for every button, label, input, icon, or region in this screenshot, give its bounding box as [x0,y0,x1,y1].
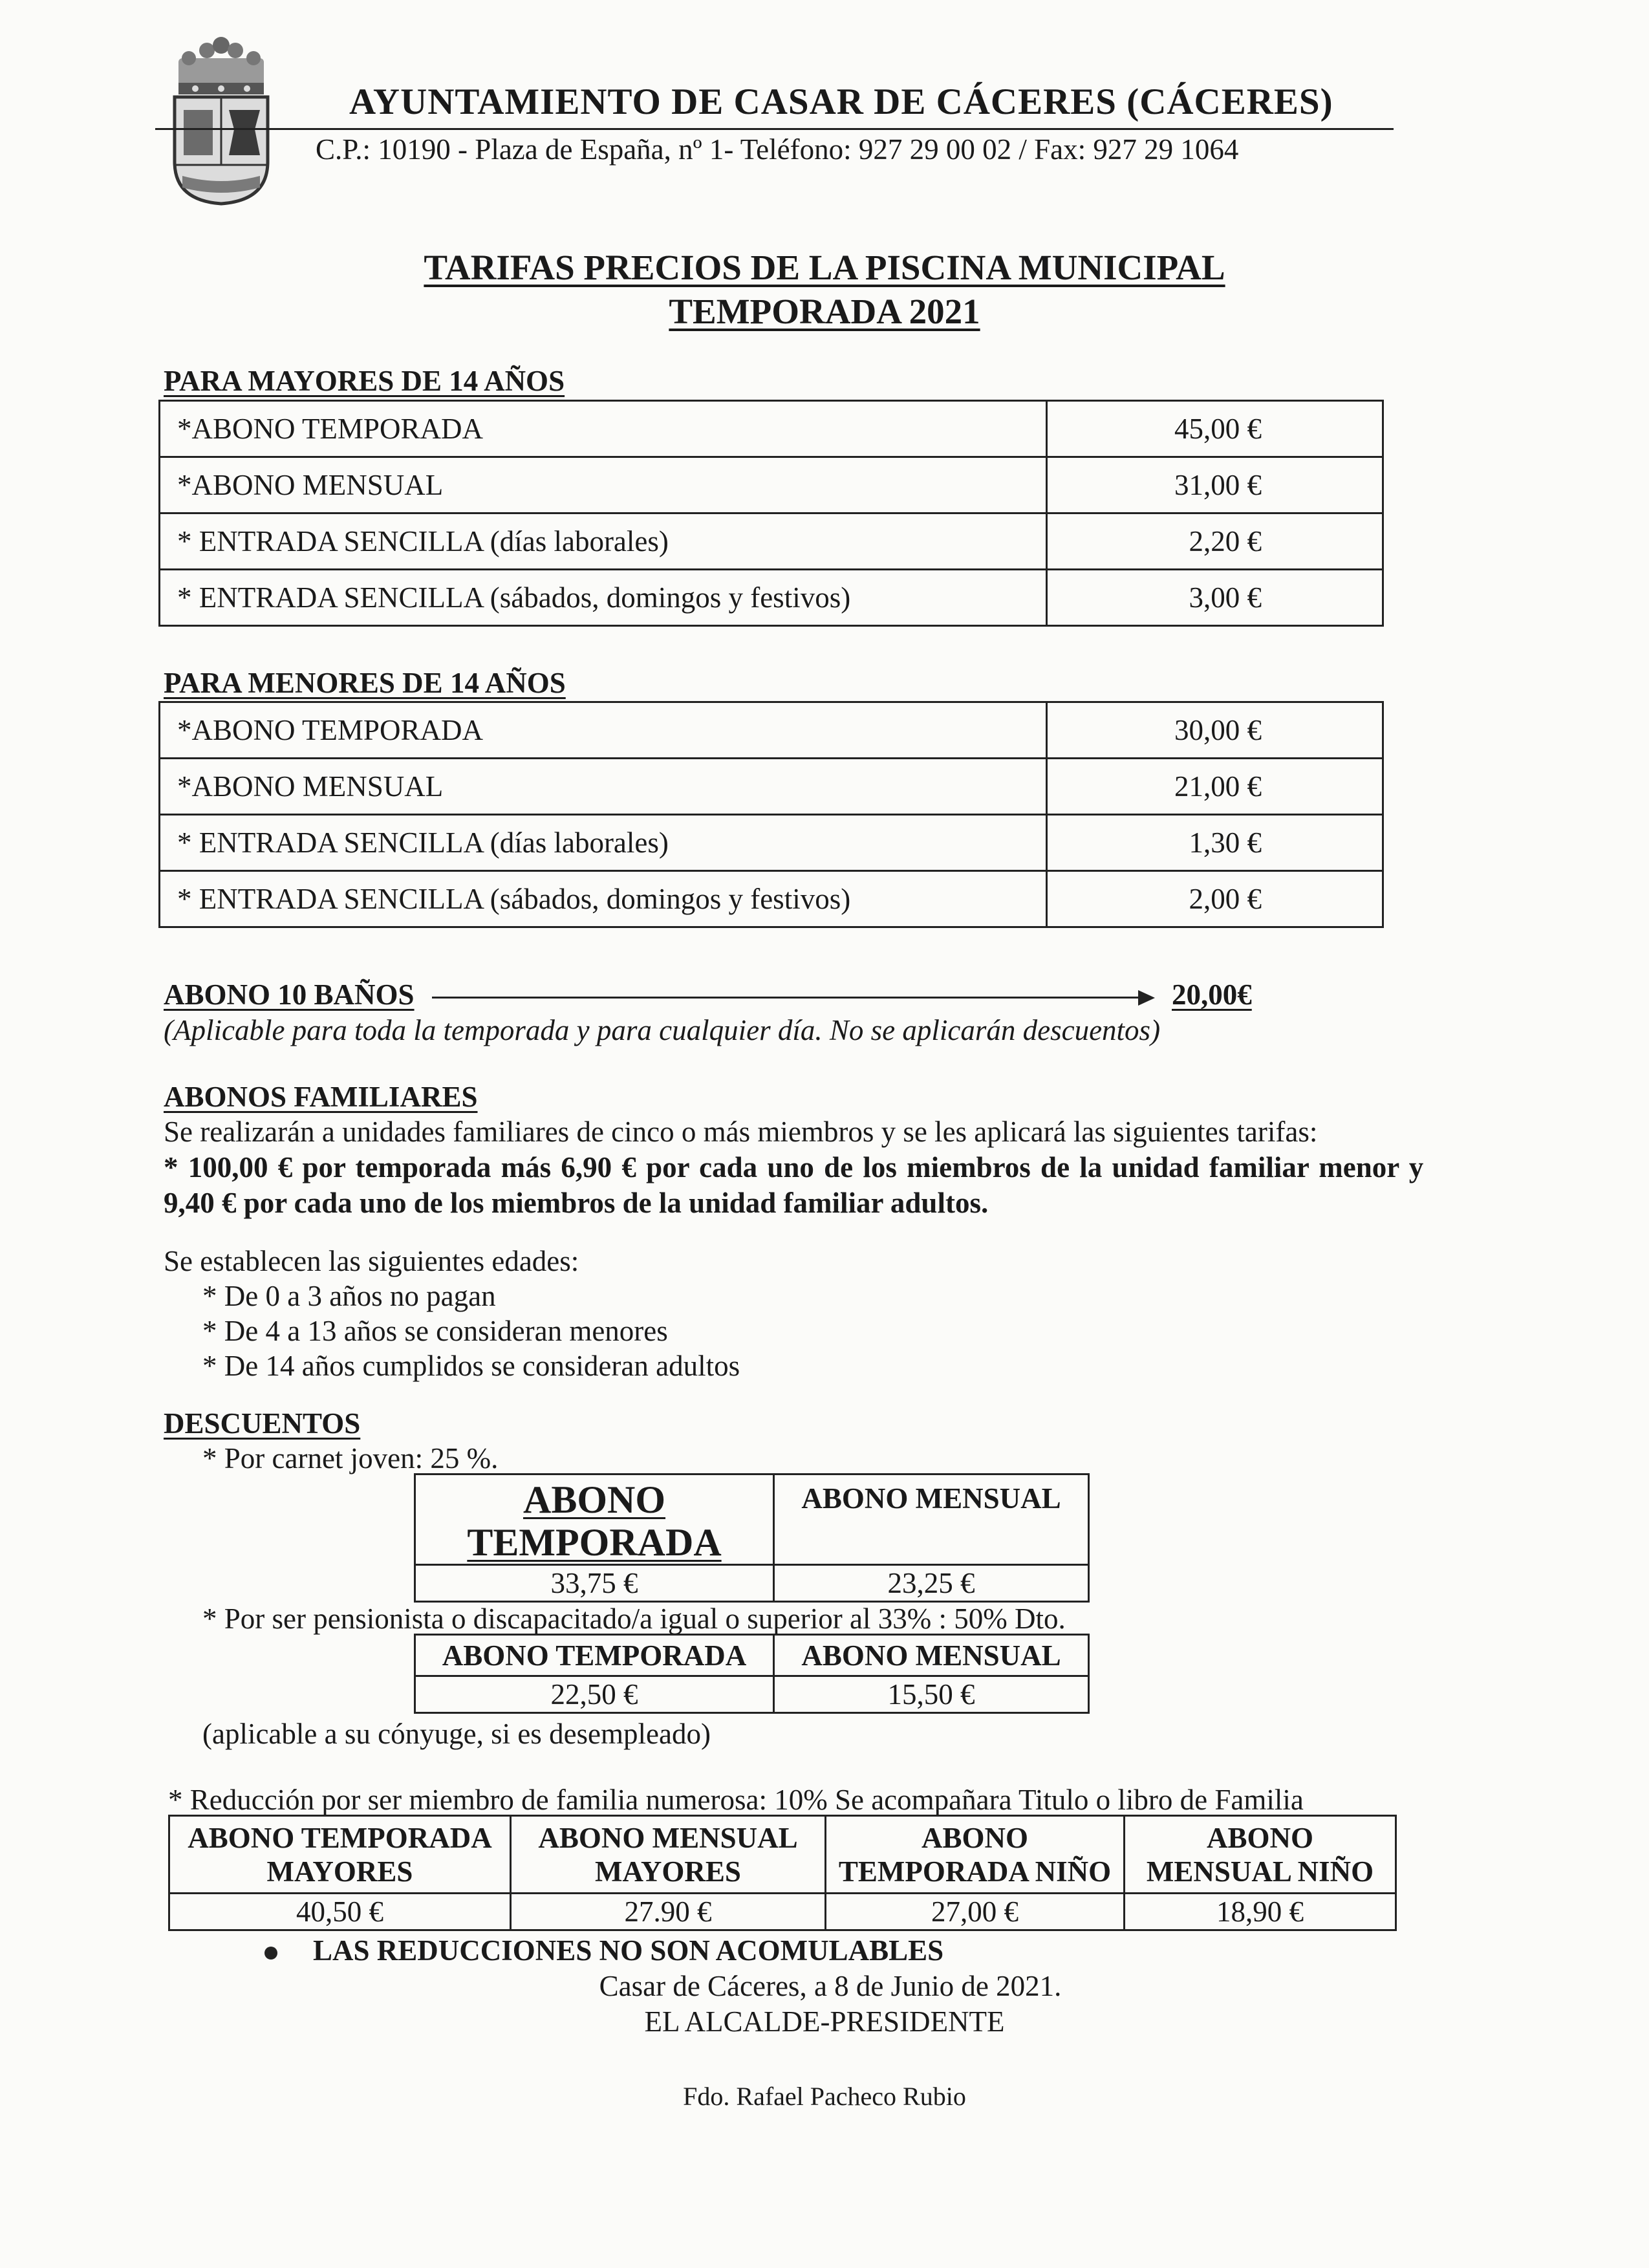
table-row [160,702,1383,759]
family-intro: Se realizarán a unidades familiares de cinco o más miembros y se les aplicará las siguientes tarifas: [164,1116,1318,1148]
adults-price-4: 3,00 € [1047,570,1383,626]
pensioner-header-month: ABONO MENSUAL [774,1635,1089,1676]
table-row [415,1635,1089,1676]
age-item-1: * De 0 a 3 años no pagan [202,1280,496,1312]
youth-header-season: ABONO TEMPORADA [467,1478,722,1564]
pensioner-discount-label: * Por ser pensionista o discapacitado/a igual o superior al 33% : 50% Dto. [202,1603,1066,1635]
lf-header-2-line-1: ABONO MENSUAL [538,1821,798,1854]
adults-price-2: 31,00 € [1047,457,1383,513]
minors-price-2: 21,00 € [1047,759,1383,815]
adults-price-1: 45,00 € [1047,401,1383,457]
bath-pass-price: 20,00€ [1172,978,1252,1011]
lf-value-2: 27.90 € [511,1894,826,1930]
municipal-crest-icon [169,32,273,207]
adults-label-3: * ENTRADA SENCILLA (días laborales) [160,513,1047,570]
lf-header-3-line-1: ABONO [921,1821,1028,1854]
document-title [0,246,1649,334]
table-row [415,1474,1089,1565]
table-row [160,401,1383,457]
bath-pass-note: (Aplicable para toda la temporada y para cualquier día. No se aplicarán descuentos) [164,1014,1161,1046]
family-rate-line-2: 9,40 € por cada uno de los miembros de la unidad familiar adultos. [164,1187,989,1219]
adults-label-2: *ABONO MENSUAL [160,457,1047,513]
table-row [160,457,1383,513]
header-divider [155,128,1394,130]
youth-value-month: 23,25 € [774,1565,1089,1602]
youth-value-season: 33,75 € [415,1565,774,1602]
minors-label-1: *ABONO TEMPORADA [160,702,1047,759]
ages-intro: Se establecen las siguientes edades: [164,1245,579,1277]
arrow-line [432,997,1138,999]
bath-pass-label: ABONO 10 BAÑOS [164,978,415,1011]
table-row [169,1894,1396,1930]
lf-header-2-line-2: MAYORES [595,1855,741,1888]
age-item-2: * De 4 a 13 años se consideran menores [202,1315,668,1347]
minors-price-table [158,701,1384,928]
signatory-name: Fdo. Rafael Pacheco Rubio [683,2082,966,2111]
signatory-position: EL ALCALDE-PRESIDENTE [644,2005,1005,2038]
lf-value-3: 27,00 € [826,1894,1125,1930]
table-row [160,513,1383,570]
adults-label-4: * ENTRADA SENCILLA (sábados, domingos y festivos) [160,570,1047,626]
table-row [415,1565,1089,1602]
organization-address: C.P.: 10190 - Plaza de España, nº 1- Teléfono: 927 29 00 02 / Fax: 927 29 1064 [316,133,1239,166]
adults-label-1: *ABONO TEMPORADA [160,401,1047,457]
youth-header-month: ABONO MENSUAL [774,1474,1089,1565]
table-row [160,570,1383,626]
minors-price-3: 1,30 € [1047,815,1383,871]
organization-name: AYUNTAMIENTO DE CASAR DE CÁCERES (CÁCERES) [349,81,1333,122]
lf-value-4: 18,90 € [1125,1894,1396,1930]
pensioner-header-season: ABONO TEMPORADA [415,1635,774,1676]
lf-header-3-line-2: TEMPORADA NIÑO [838,1855,1112,1888]
arrow-right-icon [1138,990,1155,1006]
table-row [415,1676,1089,1713]
pensioner-discount-table [414,1634,1090,1714]
table-row [160,759,1383,815]
title-line-2: TEMPORADA 2021 [669,292,980,331]
lf-header-4-line-1: ABONO [1206,1821,1313,1854]
youth-discount-table [414,1473,1090,1603]
adults-heading: PARA MAYORES DE 14 AÑOS [164,365,565,397]
adults-price-table [158,400,1384,627]
minors-price-1: 30,00 € [1047,702,1383,759]
non-cumulative-notice: LAS REDUCCIONES NO SON ACOMULABLES [313,1934,944,1967]
table-row [160,815,1383,871]
table-row [169,1816,1396,1894]
table-row [160,871,1383,927]
discounts-heading: DESCUENTOS [164,1407,361,1440]
age-item-3: * De 14 años cumplidos se consideran adultos [202,1350,740,1382]
pensioner-value-season: 22,50 € [415,1676,774,1713]
signature-block [0,1969,1649,2040]
minors-price-4: 2,00 € [1047,871,1383,927]
youth-discount-label: * Por carnet joven: 25 %. [202,1442,499,1474]
family-heading: ABONOS FAMILIARES [164,1081,478,1113]
pensioner-value-month: 15,50 € [774,1676,1089,1713]
minors-label-2: *ABONO MENSUAL [160,759,1047,815]
lf-header-4-line-2: MENSUAL NIÑO [1146,1855,1374,1888]
minors-heading: PARA MENORES DE 14 AÑOS [164,667,566,699]
place-date: Casar de Cáceres, a 8 de Junio de 2021. [599,1970,1062,2002]
lf-header-1-line-2: MAYORES [266,1855,413,1888]
large-family-table [168,1815,1397,1931]
lf-value-1: 40,50 € [169,1894,511,1930]
minors-label-3: * ENTRADA SENCILLA (días laborales) [160,815,1047,871]
title-line-1: TARIFAS PRECIOS DE LA PISCINA MUNICIPAL [424,248,1225,287]
family-rate-line-1: * 100,00 € por temporada más 6,90 € por cada uno de los miembros de la unidad familiar menor y [164,1151,1424,1183]
lf-header-1-line-1: ABONO TEMPORADA [188,1821,492,1854]
pensioner-note: (aplicable a su cónyuge, si es desempleado) [202,1718,711,1750]
large-family-label: * Reducción por ser miembro de familia numerosa: 10% Se acompañara Titulo o libro de Familia [168,1784,1304,1816]
adults-price-3: 2,20 € [1047,513,1383,570]
minors-label-4: * ENTRADA SENCILLA (sábados, domingos y festivos) [160,871,1047,927]
bullet-icon [264,1947,277,1960]
